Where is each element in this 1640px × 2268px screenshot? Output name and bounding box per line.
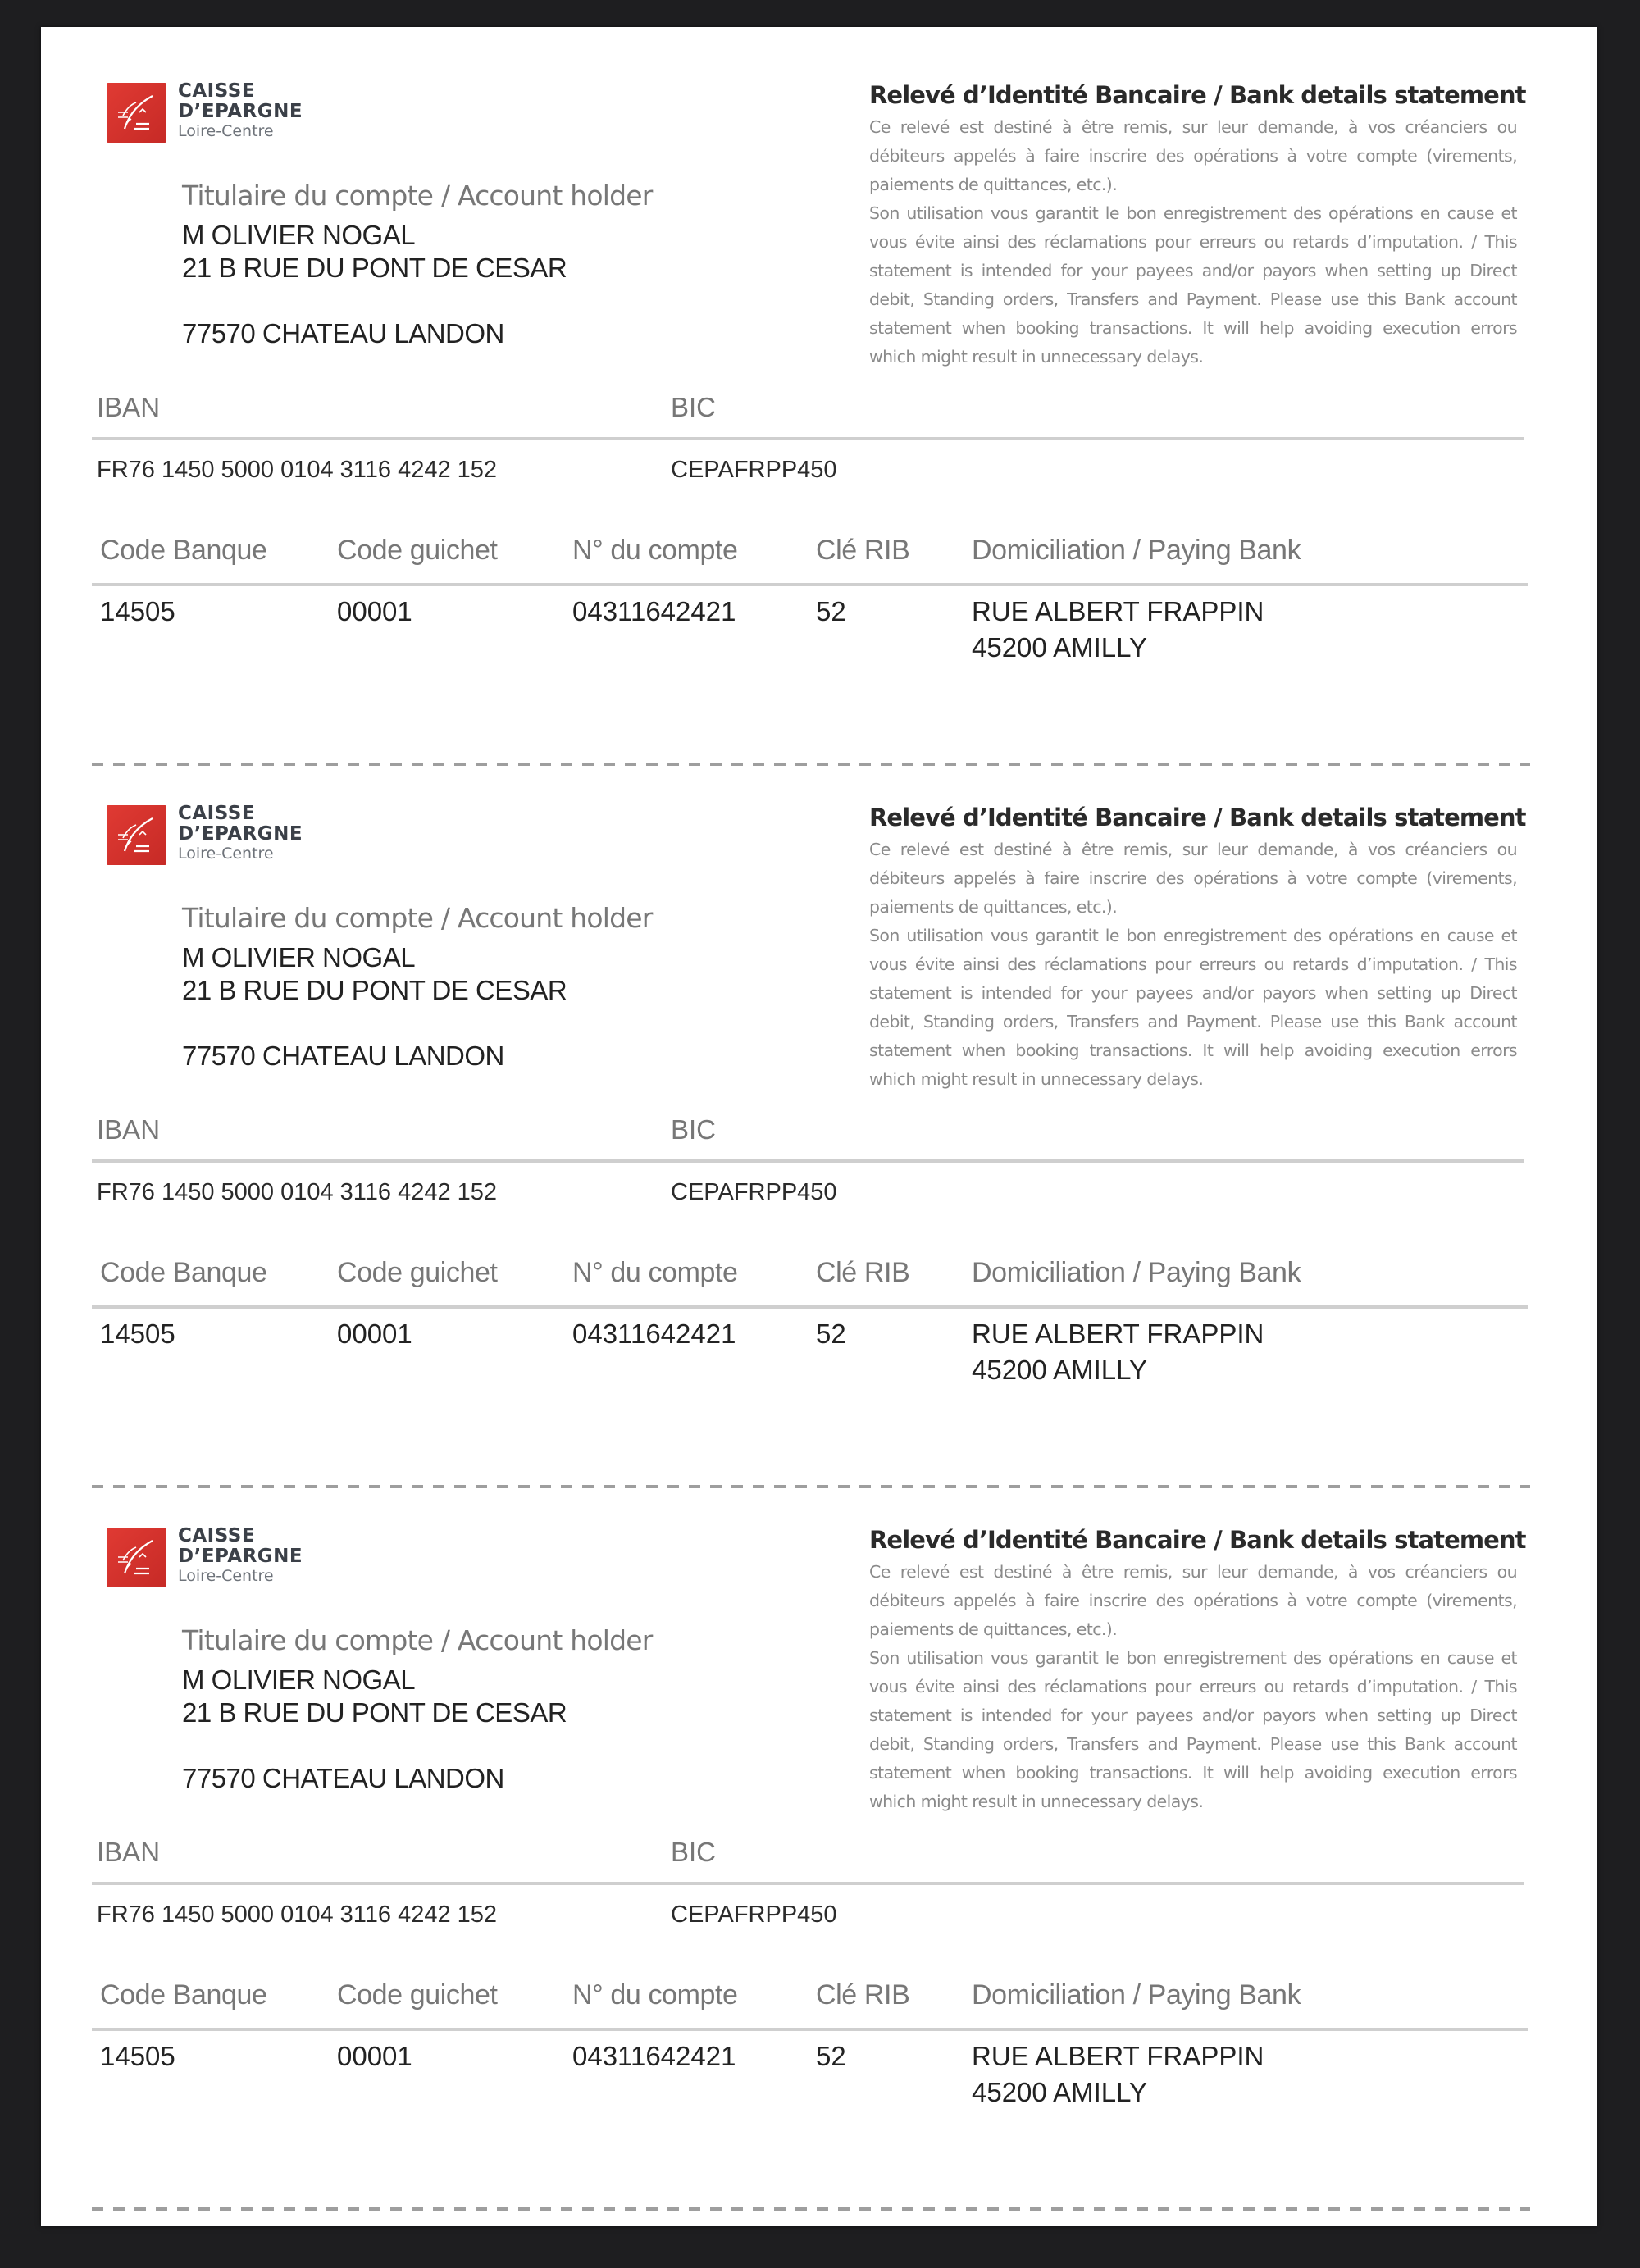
domiciliation-line2: 45200 AMILLY [972,1355,1148,1385]
statement-paragraph-en: Son utilisation vous garantit le bon enregistrement des opérations en cause et vous évite ainsi des réclamations pour erreurs ou retards d’imputation. / This statement is intended for your payees and/or payors when setting up Direct debit, Standing orders, Transfers and Payment. Please use this Bank account statement when booking transactions. It will help avoiding execution errors which might result in unnecessary delays. [869,203,1517,367]
holder-address: 21 B RUE DU PONT DE CESAR [182,1697,567,1728]
logo-epargne: D’EPARGNE [178,823,303,845]
bic-value: CEPAFRPP450 [671,1179,837,1205]
domiciliation-line2: 45200 AMILLY [972,632,1148,663]
iban-value: FR76 1450 5000 0104 3116 4242 152 [97,457,498,483]
holder-label: Titulaire du compte / Account holder [182,180,653,212]
iban-value: FR76 1450 5000 0104 3116 4242 152 [97,1179,498,1205]
col-header-code-guichet: Code guichet [337,1979,498,2011]
code-banque-value: 14505 [100,2041,175,2071]
code-banque-value: 14505 [100,1318,175,1349]
holder-label: Titulaire du compte / Account holder [182,902,653,934]
holder-city: 77570 CHATEAU LANDON [182,1041,504,1071]
code-guichet-value: 00001 [337,1318,412,1349]
cle-rib-value: 52 [816,2041,846,2071]
divider [92,1159,1524,1163]
rib-page [41,27,1597,2226]
statement-notice [869,1523,1526,1816]
logo-epargne: D’EPARGNE [178,101,303,122]
statement-paragraph-fr: Ce relevé est destiné à être remis, sur leur demande, à vos créanciers ou débiteurs appelés à faire inscrire des opérations à votre compte (virements, paiements de quittances, etc.). [869,117,1517,194]
domiciliation-line2: 45200 AMILLY [972,2077,1148,2107]
logo-caisse: CAISSE [178,1525,256,1546]
statement-paragraph-en: Son utilisation vous garantit le bon enregistrement des opérations en cause et vous évite ainsi des réclamations pour erreurs ou retards d’imputation. / This statement is intended for your payees and/or payors when setting up Direct debit, Standing orders, Transfers and Payment. Please use this Bank account statement when booking transactions. It will help avoiding execution errors which might result in unnecessary delays. [869,926,1517,1089]
col-header-code-banque: Code Banque [100,1257,267,1288]
statement-title: Relevé d’Identité Bancaire / Bank details statement [869,804,1526,831]
holder-address: 21 B RUE DU PONT DE CESAR [182,253,567,283]
statement-paragraph-fr: Ce relevé est destiné à être remis, sur leur demande, à vos créanciers ou débiteurs appelés à faire inscrire des opérations à votre compte (virements, paiements de quittances, etc.). [869,1562,1517,1639]
statement-paragraph-en: Son utilisation vous garantit le bon enregistrement des opérations en cause et vous évite ainsi des réclamations pour erreurs ou retards d’imputation. / This statement is intended for your payees and/or payors when setting up Direct debit, Standing orders, Transfers and Payment. Please use this Bank account statement when booking transactions. It will help avoiding execution errors which might result in unnecessary delays. [869,1648,1517,1811]
holder-name: M OLIVIER NOGAL [182,942,416,972]
col-header-numero-compte: N° du compte [572,1979,738,2011]
rib-copy [41,749,1597,1473]
divider [92,2028,1528,2031]
bic-value: CEPAFRPP450 [671,457,837,483]
logo-epargne: D’EPARGNE [178,1546,303,1567]
divider [92,583,1528,586]
cle-rib-value: 52 [816,596,846,626]
col-header-code-guichet: Code guichet [337,1257,498,1288]
cle-rib-value: 52 [816,1318,846,1349]
col-header-numero-compte: N° du compte [572,1257,738,1288]
col-header-code-banque: Code Banque [100,1979,267,2011]
holder-address: 21 B RUE DU PONT DE CESAR [182,975,567,1005]
logo-caisse: CAISSE [178,803,256,824]
col-header-cle-rib: Clé RIB [816,1257,910,1288]
numero-compte-value: 04311642421 [572,1318,736,1349]
holder-city: 77570 CHATEAU LANDON [182,318,504,348]
iban-label: IBAN [97,1837,161,1867]
col-header-domiciliation: Domiciliation / Paying Bank [972,1979,1301,2011]
caisse-epargne-squirrel-logo-icon [107,1528,166,1587]
col-header-code-guichet: Code guichet [337,535,498,566]
logo-region: Loire-Centre [178,1567,274,1585]
bic-label: BIC [671,1114,717,1145]
rib-copy [41,27,1597,750]
holder-name: M OLIVIER NOGAL [182,1665,416,1695]
logo-region: Loire-Centre [178,845,274,863]
holder-label: Titulaire du compte / Account holder [182,1624,653,1656]
logo-region: Loire-Centre [178,122,274,140]
col-header-cle-rib: Clé RIB [816,535,910,566]
col-header-cle-rib: Clé RIB [816,1979,910,2011]
holder-city: 77570 CHATEAU LANDON [182,1763,504,1793]
logo-caisse: CAISSE [178,80,256,102]
domiciliation-line1: RUE ALBERT FRAPPIN [972,2041,1264,2071]
divider [92,437,1524,440]
bank-logo [107,805,353,866]
caisse-epargne-squirrel-logo-icon [107,805,166,865]
iban-label: IBAN [97,1114,161,1145]
code-banque-value: 14505 [100,596,175,626]
code-guichet-value: 00001 [337,596,412,626]
divider [92,1882,1524,1885]
bic-value: CEPAFRPP450 [671,1901,837,1928]
caisse-epargne-squirrel-logo-icon [107,83,166,143]
col-header-numero-compte: N° du compte [572,535,738,566]
statement-notice [869,79,1526,371]
bank-logo [107,1525,353,1588]
statement-paragraph-fr: Ce relevé est destiné à être remis, sur leur demande, à vos créanciers ou débiteurs appelés à faire inscrire des opérations à votre compte (virements, paiements de quittances, etc.). [869,840,1517,917]
statement-title: Relevé d’Identité Bancaire / Bank details statement [869,1526,1526,1554]
numero-compte-value: 04311642421 [572,596,736,626]
numero-compte-value: 04311642421 [572,2041,736,2071]
iban-value: FR76 1450 5000 0104 3116 4242 152 [97,1901,498,1928]
bic-label: BIC [671,392,717,422]
iban-label: IBAN [97,392,161,422]
cut-line [92,2207,1530,2211]
domiciliation-line1: RUE ALBERT FRAPPIN [972,1318,1264,1349]
col-header-code-banque: Code Banque [100,535,267,566]
col-header-domiciliation: Domiciliation / Paying Bank [972,1257,1301,1288]
holder-name: M OLIVIER NOGAL [182,220,416,250]
rib-copy [41,1472,1597,2195]
domiciliation-line1: RUE ALBERT FRAPPIN [972,596,1264,626]
bic-label: BIC [671,1837,717,1867]
col-header-domiciliation: Domiciliation / Paying Bank [972,535,1301,566]
divider [92,1305,1528,1309]
statement-notice [869,801,1526,1094]
statement-title: Relevé d’Identité Bancaire / Bank details statement [869,81,1526,109]
code-guichet-value: 00001 [337,2041,412,2071]
bank-logo [107,80,353,143]
